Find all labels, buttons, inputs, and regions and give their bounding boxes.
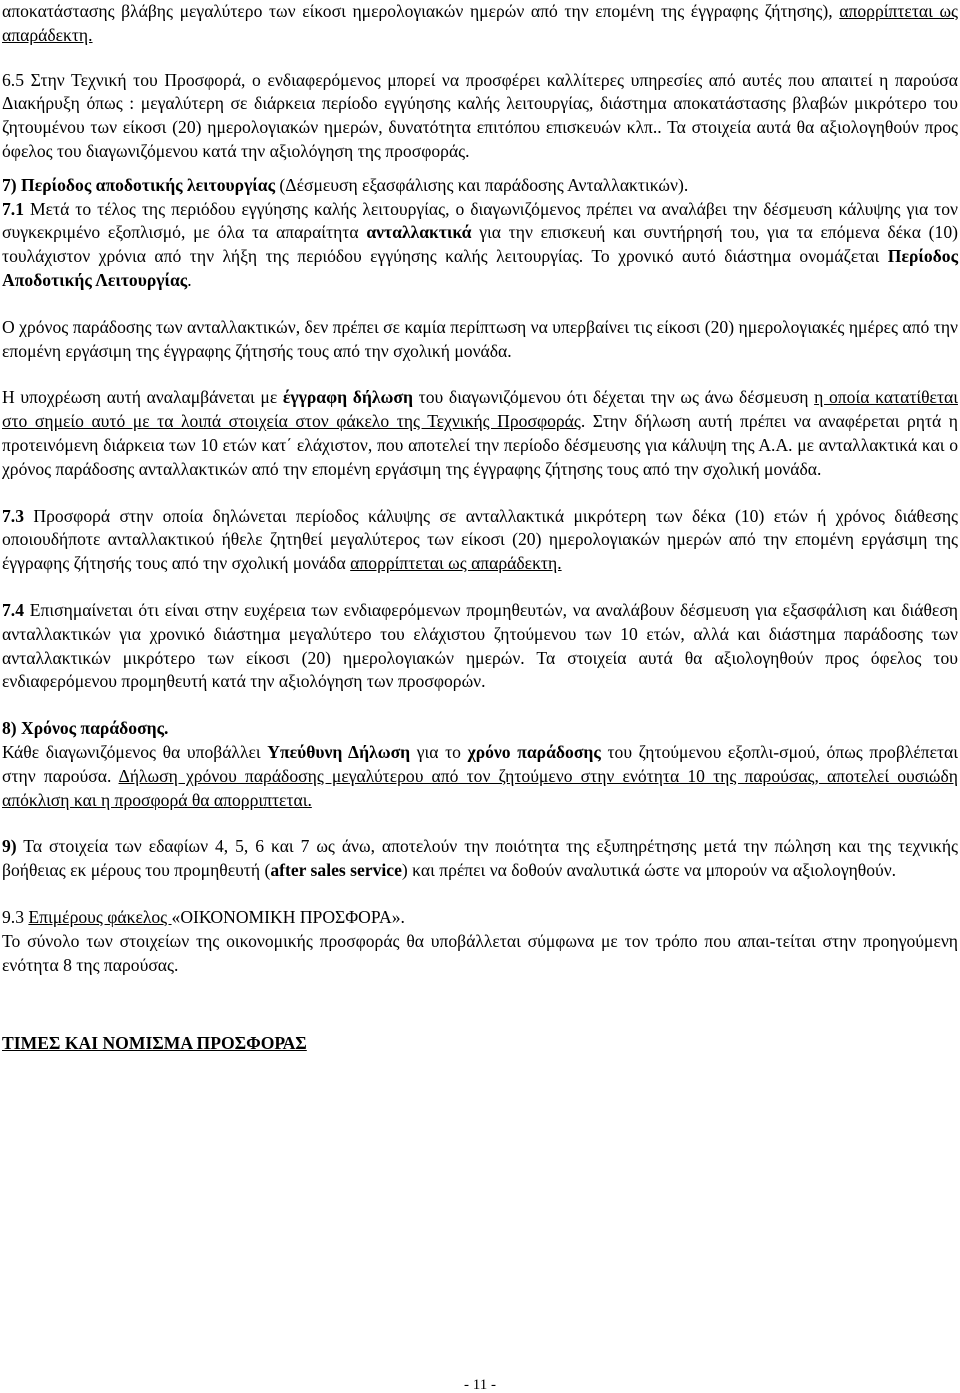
section-7-1-text-part1: Μετά το τέλος της περιόδου εγγύησης καλής λειτουργίας, ο διαγωνιζόμενος πρέπει να αναλάβει την δέσμευση κάλυψης για τον συγκεκριμένο εξοπλισμό, με όλα τα απαραίτητα (2, 198, 958, 243)
section-6-5-text: Στην Τεχνική του Προσφορά, ο ενδιαφερόμενος μπορεί να προσφέρει καλλίτερες υπηρεσίες από αυτές που απαιτεί η παρούσα Διακήρυξη όπως : μεγαλύτερη σε διάρκεια περίοδο εγγύησης καλής λειτουργίας, διάστημα αποκατάστασης βλαβών μικρότερο του ζητουμένου των είκοσι (20) ημερολογιακών ημερών, δυνατότητα επιτόπου επισκευών κλπ.. Τα στοιχεία αυτά θα αξιολογηθούν προς όφελος του διαγωνιζόμενου κατά την αξιολόγηση της προσφοράς. (2, 69, 958, 161)
prices-currency-heading: ΤΙΜΕΣ ΚΑΙ ΝΟΜΙΣΜΑ ΠΡΟΣΦΟΡΑΣ (2, 1033, 307, 1054)
section-7-3-paragraph (2, 505, 958, 576)
section-9-text-part2: ) και πρέπει να δοθούν αναλυτικά ώστε να μπορούν να αξιολογηθούν. (401, 860, 897, 881)
page-number: - 11 - (464, 1377, 496, 1393)
section-8-text-part2: για το (410, 741, 468, 762)
section-9-3-heading (2, 906, 958, 930)
section-7-1-bold-spare-parts: ανταλλακτικά (366, 222, 472, 243)
section-8-paragraph (2, 741, 958, 812)
section-9-number: 9) (2, 836, 17, 857)
section-9-paragraph (2, 835, 958, 883)
section-9-3-paragraph: Το σύνολο των στοιχείων της οικονομικής προσφοράς θα υποβάλλεται σύμφωνα με τον τρόπο που απαι-τείται στην προηγούμενη ενότητα 8 της παρούσας. (2, 930, 958, 975)
section-7-3-rejection-text: απορρίπτεται ως απαράδεκτη. (350, 553, 562, 574)
section-7-subtitle: (Δέσμευση εξασφάλισης και παράδοσης Ανταλλακτικών). (275, 174, 689, 195)
section-9-3-number: 9.3 (2, 906, 29, 927)
obligation-text-part1: Η υποχρέωση αυτή αναλαμβάνεται με (2, 387, 283, 408)
continuation-text: αποκατάστασης βλάβης μεγαλύτερο των είκοσι ημερολογιακών ημερών από την επομένη της έγγραφης ζήτησης), (2, 1, 840, 21)
section-7-3-number: 7.3 (2, 505, 24, 526)
section-7-title: 7) Περίοδος αποδοτικής λειτουργίας (2, 174, 275, 195)
section-8-bold-delivery-time: χρόνο παράδοσης (467, 741, 601, 762)
continuation-rejection-text: απορρίπτεται ως απαράδεκτη. (2, 1, 959, 45)
delivery-time-paragraph: Ο χρόνος παράδοσης των ανταλλακτικών, δεν πρέπει σε καμία περίπτωση να υπερβαίνει τις είκοσι (20) ημερολογιακές ημέρες από την επομένη εργάσιμη της έγγραφης ζήτησής τους από την σχολική μονάδα. (2, 316, 958, 361)
section-8-heading: 8) Χρόνος παράδοσης. (2, 718, 169, 739)
continuation-paragraph (2, 0, 958, 48)
section-9-3-title-rest: «ΟΙΚΟΝΟΜΙΚΗ ΠΡΟΣΦΟΡΑ». (171, 906, 405, 927)
section-8-underlined-text: Δήλωση χρόνου παράδοσης μεγαλύτερου από τον ζητούμενο στην ενότητα 10 της παρούσας, αποτελεί ουσιώδη απόκλιση και η προσφορά θα απορριπτεται. (2, 765, 958, 810)
section-7-1-text-part2: για την επισκευή και συντήρησή του, για τα επόμενα δέκα (10) τουλάχιστον χρόνια από την λήξη της περιόδου εγγύησης καλής λειτουργίας. Το χρονικό αυτό διάστημα ονομάζεται (2, 222, 958, 267)
section-7-1-number: 7.1 (2, 198, 24, 219)
section-9-text-part1: Τα στοιχεία των εδαφίων 4, 5, 6 και 7 ως άνω, αποτελούν την ποιότητα της εξυπηρέτησης μετά την πώληση και της τεχνικής βοήθειας εκ μέρους του προμηθευτή ( (2, 836, 958, 881)
section-7-4-paragraph (2, 599, 958, 694)
obligation-text-part3: . Στην δήλωση αυτή πρέπει να αναφέρεται ρητά η προτεινόμενη διάρκεια των 10 ετών κατ΄ ελάχιστον, που αποτελεί την περίοδο δέσμευσης για κάλυψη της Α.Α. με ανταλλακτικά και ο χρόνος παράδοσης ανταλλακτικών από την επομένη εργάσιμη της έγγραφης ζήτησης τους από την σχολική μονάδα. (2, 411, 958, 479)
section-8-text-part3: του ζητούμενου εξοπλι-σμού, όπως προβλέπεται στην παρούσα. (2, 741, 959, 786)
section-6-5-number: 6.5 (2, 69, 24, 90)
obligation-text-part2: του διαγωνιζόμενου ότι δέχεται την ως άνω δέσμευση (412, 387, 815, 408)
section-7-4-text: Επισημαίνεται ότι είναι στην ευχέρεια των ενδιαφερόμενων προμηθευτών, να αναλάβουν δέσμευση για εξασφάλιση και διάθεση ανταλλακτικών για χρονικό διάστημα μεγαλύτερο του ελάχιστου ζητούμενου των 10 ετών, αλλά και διάστημα παράδοσης των ανταλλακτικών μικρότερο των είκοσι (20) ημερολογιακών ημερών. Τα στοιχεία αυτά θα αξιολογηθούν προς όφελος του ενδιαφερόμενου προμηθευτή κατά την αξιολόγηση των προσφορών. (2, 599, 958, 692)
section-7-3-text: Προσφορά στην οποία δηλώνεται περίοδος κάλυψης σε ανταλλακτικά μικρότερη των δέκα (10) ετών ή χρόνος διάθεσης οποιουδήποτε ανταλλακτικού ήθελε ζητηθεί μεγαλύτερος των είκοσι (20) ημερολογιακών ημερών από την επομένη εργάσιμη της έγγραφης ζήτησής τους από την σχολική μονάδα (2, 505, 958, 574)
section-7-heading (2, 174, 958, 198)
section-7-4-number: 7.4 (2, 599, 24, 620)
section-8-text-part1: Κάθε διαγωνιζόμενος θα υποβάλλει (2, 741, 268, 762)
section-6-5-paragraph (2, 69, 958, 164)
section-7-1-text-part3: . (187, 269, 192, 290)
obligation-paragraph (2, 386, 958, 481)
section-8-bold-declaration: Υπεύθυνη Δήλωση (267, 741, 411, 762)
obligation-underlined-text: η οποία κατατίθεται στο σημείο αυτό με τα λοιπά στοιχεία στον φάκελο της Τεχνικής Προσφοράς (2, 387, 958, 432)
section-7-1-bold-period: Περίοδος Αποδοτικής Λειτουργίας (2, 246, 958, 290)
section-9-3-title-underlined: Επιμέρους φάκελος (28, 906, 172, 927)
section-7-1-paragraph (2, 198, 958, 293)
section-9-bold-after-sales: after sales service (270, 860, 402, 881)
obligation-bold-declaration: έγγραφη δήλωση (282, 387, 413, 408)
